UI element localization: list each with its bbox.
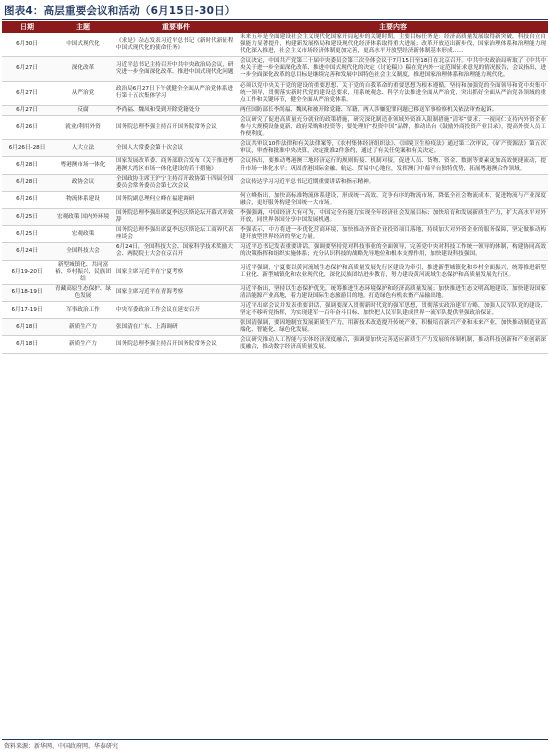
row-content: 两任国防部长李尚福、魏凤和被开除党籍、军籍，两人涉嫌犯罪问题已移送军事检察机关依法审查起诉。	[238, 105, 548, 115]
row-event: 国家主席习近平在青海考察	[114, 284, 238, 301]
table-row	[2, 260, 548, 284]
row-topic: 政协会议	[52, 174, 114, 191]
title-divider	[2, 19, 548, 20]
row-date: 6月30日	[2, 33, 52, 57]
row-event: 全国政协主席王沪宁主持召开政协第十四届全国委员会常务委员会第七次会议	[114, 174, 238, 191]
row-event: 张国清在广东、上海调研	[114, 319, 238, 336]
table-row	[2, 157, 548, 174]
row-event: 国家发展改革委、商务部联合发布《关于推进粤港澳大湾区市场一体化建设的若干措施》	[114, 157, 238, 174]
row-topic: 物流体系建设	[52, 191, 114, 208]
header-event: 重要事件	[114, 21, 238, 33]
row-topic: 人大立法	[52, 140, 114, 157]
table-row	[2, 302, 548, 319]
header-date: 日期	[2, 21, 52, 33]
row-content: 习近平指出，坚持以生态保护优先，统筹推进生态环境保护和经济高质量发展；加快推进生态文明高地建设，加快建设国家清洁能源产业高地，着力建设国际生态旅游目的地，打造绿色有机农畜产品输出地。	[238, 284, 548, 301]
row-content: 习近平强调，宁夏要以黄河流域生态保护和高质量发展先行区建设为牵引，推进新型城镇化和乡村全面振兴，统筹推进新型工业化、新型城镇化和农业现代化，深化民族团结进步教育，努力建设黄河流域生态保护和高质量发展先行区。	[238, 260, 548, 284]
row-date: 6月19-20日	[2, 260, 52, 284]
row-content: 会议决定，中国共产党第二十届中央委员会第三次全体会议于7月15日至18日在北京召开。中共中央政治局听取了《中共中央关于进一步全面深化改革、推进中国式现代化的决定（讨论稿）》稿在党内外一定范围征求意见的情况报告，会议指出，进一步全面深化改革的总目标是继续完善和发展中国特色社会主义制度，推进国家治理体系和治理能力现代化。	[238, 57, 548, 81]
row-content: 未来五年是全面建设社会主义现代化国家开局起步的关键时期，主要目标任务是：经济高质量发展取得新突破，科技自立自强能力显著提升，构建新发展格局和建设现代化经济体系取得重大进展；改革开放迈出新步伐，国家治理体系和治理能力现代化深入推进，社会主义市场经济体制更加完善，更高水平开放型经济新体制基本形成……	[238, 33, 548, 57]
row-topic: 从严治党	[52, 81, 114, 105]
table-row	[2, 336, 548, 353]
row-event: 《求是》杂志发表习近平总书记《新时代新征程中国式现代化的使命任务》	[114, 33, 238, 57]
row-topic: 新质生产力	[52, 319, 114, 336]
row-topic: 反腐	[52, 105, 114, 115]
row-content: 张国清强调，要因地制宜发展新质生产力，用新技术改造提升传统产业，积极培育新兴产业和未来产业，加快推动制造业高端化、智能化、绿色化发展。	[238, 319, 548, 336]
table-row	[2, 105, 548, 115]
row-content: 必须以党中央关于党的建设的重要思想、关于党的自我革命的重要思想为根本遵循，坚持和加强党的全面领导和党中央集中统一领导，贯彻落实新时代党的建设总要求，用系统观念、科学方法推进全面从严治党，突出抓好全面从严治党各领域的重点工作和关键环节，健全全面从严治党体系。	[238, 81, 548, 105]
row-event: 李尚福、魏凤和受到开除党籍处分	[114, 105, 238, 115]
table-row	[2, 191, 548, 208]
row-topic: 宏观政策 国内外环境	[52, 208, 114, 225]
row-content: 何立峰指出，加快高标准物流体系建设，形成统一高效、竞争有序的物流市场，降低全社会物流成本，促进物流与产业深度融合，更好服务构建全国统一大市场。	[238, 191, 548, 208]
table-row	[2, 284, 548, 301]
row-topic: 就业/利用外资	[52, 115, 114, 139]
row-event: 全国人大常委会第十次会议	[114, 140, 238, 157]
table-row	[2, 208, 548, 225]
row-date: 6月26日	[2, 191, 52, 208]
row-event: 国家主席习近平在宁夏考察	[114, 260, 238, 284]
row-date: 6月18日	[2, 319, 52, 336]
table-body	[2, 33, 548, 353]
row-topic: 新型城镇化、共同富裕、乡村振兴、民族团结	[52, 260, 114, 284]
table-row	[2, 115, 548, 139]
table-row	[2, 319, 548, 336]
table-row	[2, 57, 548, 81]
row-topic: 深化改革	[52, 57, 114, 81]
row-event: 6月24日，全国科技大会、国家科学技术奖励大会、两院院士大会在京召开	[114, 243, 238, 260]
row-event: 国务院总理李强主持召开国务院常务会议	[114, 115, 238, 139]
row-date: 6月28日	[2, 157, 52, 174]
row-event: 国务院副总理何立峰在福建调研	[114, 191, 238, 208]
row-topic: 中国式现代化	[52, 33, 114, 57]
row-date: 6月24日	[2, 243, 52, 260]
report-title: 图表4：高层重要会议和活动（6月15日-30日）	[4, 5, 236, 17]
row-content: 会议共审议10件法律和有关法律案等，《农村集体经济组织法》、《国境卫生检疫法》通过第二次审议，《矿产资源法》第五次审议，审查和批准中央决算，决定批准2件条约，通过了有关任免案和有关决定。	[238, 140, 548, 157]
row-content: 会议研究推动人工智能与实体经济深度融合，强调要加快完善适应新质生产力发展的体制机制，推动科技创新和产业创新深度融合，推动数字经济高质量发展。	[238, 336, 548, 353]
row-content: 李强强调，中国经济大有可为，中国完全有能力实现全年经济社会发展目标；加快培育和发展新质生产力，扩大高水平对外开放，同世界各国分享中国发展机遇。	[238, 208, 548, 225]
row-event: 国务院总理李强出席夏季达沃斯论坛工商界代表座谈会	[114, 226, 238, 243]
row-date: 6月25日	[2, 226, 52, 243]
table-header	[2, 21, 548, 33]
footer-divider	[2, 739, 548, 740]
row-date: 6月26日-28日	[2, 140, 52, 157]
row-topic: 青藏高原生态保护、绿色发展	[52, 284, 114, 301]
header-topic: 主题	[52, 21, 114, 33]
table-row	[2, 81, 548, 105]
row-event: 习近平总书记主持召开中共中央政治局会议，研究进一步全面深化改革、推进中国式现代化问题	[114, 57, 238, 81]
row-date: 6月25日	[2, 208, 52, 225]
row-content: 会议研究了促进高质量充分就业的政策措施，研究深化制造业领域外资准入限制措施“清零”要求；一视同仁支持内外资企业参与大规模设备更新、政府采购和投资等；要处理好“投资中国”品牌，推动出台《鼓励外商投资产业目录》，提高外资人员工作便利度。	[238, 115, 548, 139]
row-date: 6月18-19日	[2, 284, 52, 301]
table-row	[2, 243, 548, 260]
row-topic: 宏观政策	[52, 226, 114, 243]
events-table	[2, 21, 548, 354]
row-date: 6月26日	[2, 115, 52, 139]
row-event: 国务院总理李强主持召开国务院常务会议	[114, 336, 238, 353]
row-content: 习近平出席会议并发表重要讲话，强调要深入贯彻新时代党的强军思想，贯彻落实政治建军方略，加强人民军队党的建设，坚定不移听党指挥，为实现建军一百年奋斗目标、加快把人民军队建成世界一流军队提供坚强政治保证。	[238, 302, 548, 319]
table-row	[2, 140, 548, 157]
row-topic: 全国科技大会	[52, 243, 114, 260]
row-content: 李强表示，中方将进一步优化营商环境，加快推动外资企业投资项目落地，持续加大对外资企业的服务保障，坚定做推动构建开放型世界经济的坚定力量。	[238, 226, 548, 243]
row-date: 6月27日	[2, 105, 52, 115]
row-date: 6月17-19日	[2, 302, 52, 319]
row-topic: 新质生产力	[52, 336, 114, 353]
row-content: 会议传达学习习近平总书记近期重要讲话和指示精神。	[238, 174, 548, 191]
table-row	[2, 33, 548, 57]
row-event: 中央军委政治工作会议在延安召开	[114, 302, 238, 319]
row-topic: 粤港澳市场一体化	[52, 157, 114, 174]
row-event: 政治局6月27日下午就健全全面从严治党体系进行第十五次集体学习	[114, 81, 238, 105]
table-row	[2, 226, 548, 243]
row-topic: 军事政治工作	[52, 302, 114, 319]
header-content: 主要内容	[238, 21, 548, 33]
row-date: 6月18日	[2, 336, 52, 353]
row-date: 6月27日	[2, 57, 52, 81]
row-content: 习近平总书记发表重要讲话，强调要坚持党对科技事业的全面领导，完善党中央对科技工作统一领导的体制，构建协同高效的决策指挥和组织实施体系；充分认识科技的战略先导地位和根本支撑作用，加快建设科技强国。	[238, 243, 548, 260]
row-content: 会议指出，要推动粤港澳三地经济运行的规则衔接、机制对接，促进人员、货物、资金、数据等要素更加高效便捷流动，提升市场一体化水平；巩固香港国际金融、航运、贸易中心地位，发挥澳门中葡平台独特优势，拓展粤港澳合作领域。	[238, 157, 548, 174]
row-date: 6月28日	[2, 174, 52, 191]
table-row	[2, 174, 548, 191]
row-event: 国务院总理李强出席夏季达沃斯论坛开幕式并致辞	[114, 208, 238, 225]
row-date: 6月27日	[2, 81, 52, 105]
source-note: 资料来源：新华网、中国政府网、华泰研究	[4, 743, 119, 750]
